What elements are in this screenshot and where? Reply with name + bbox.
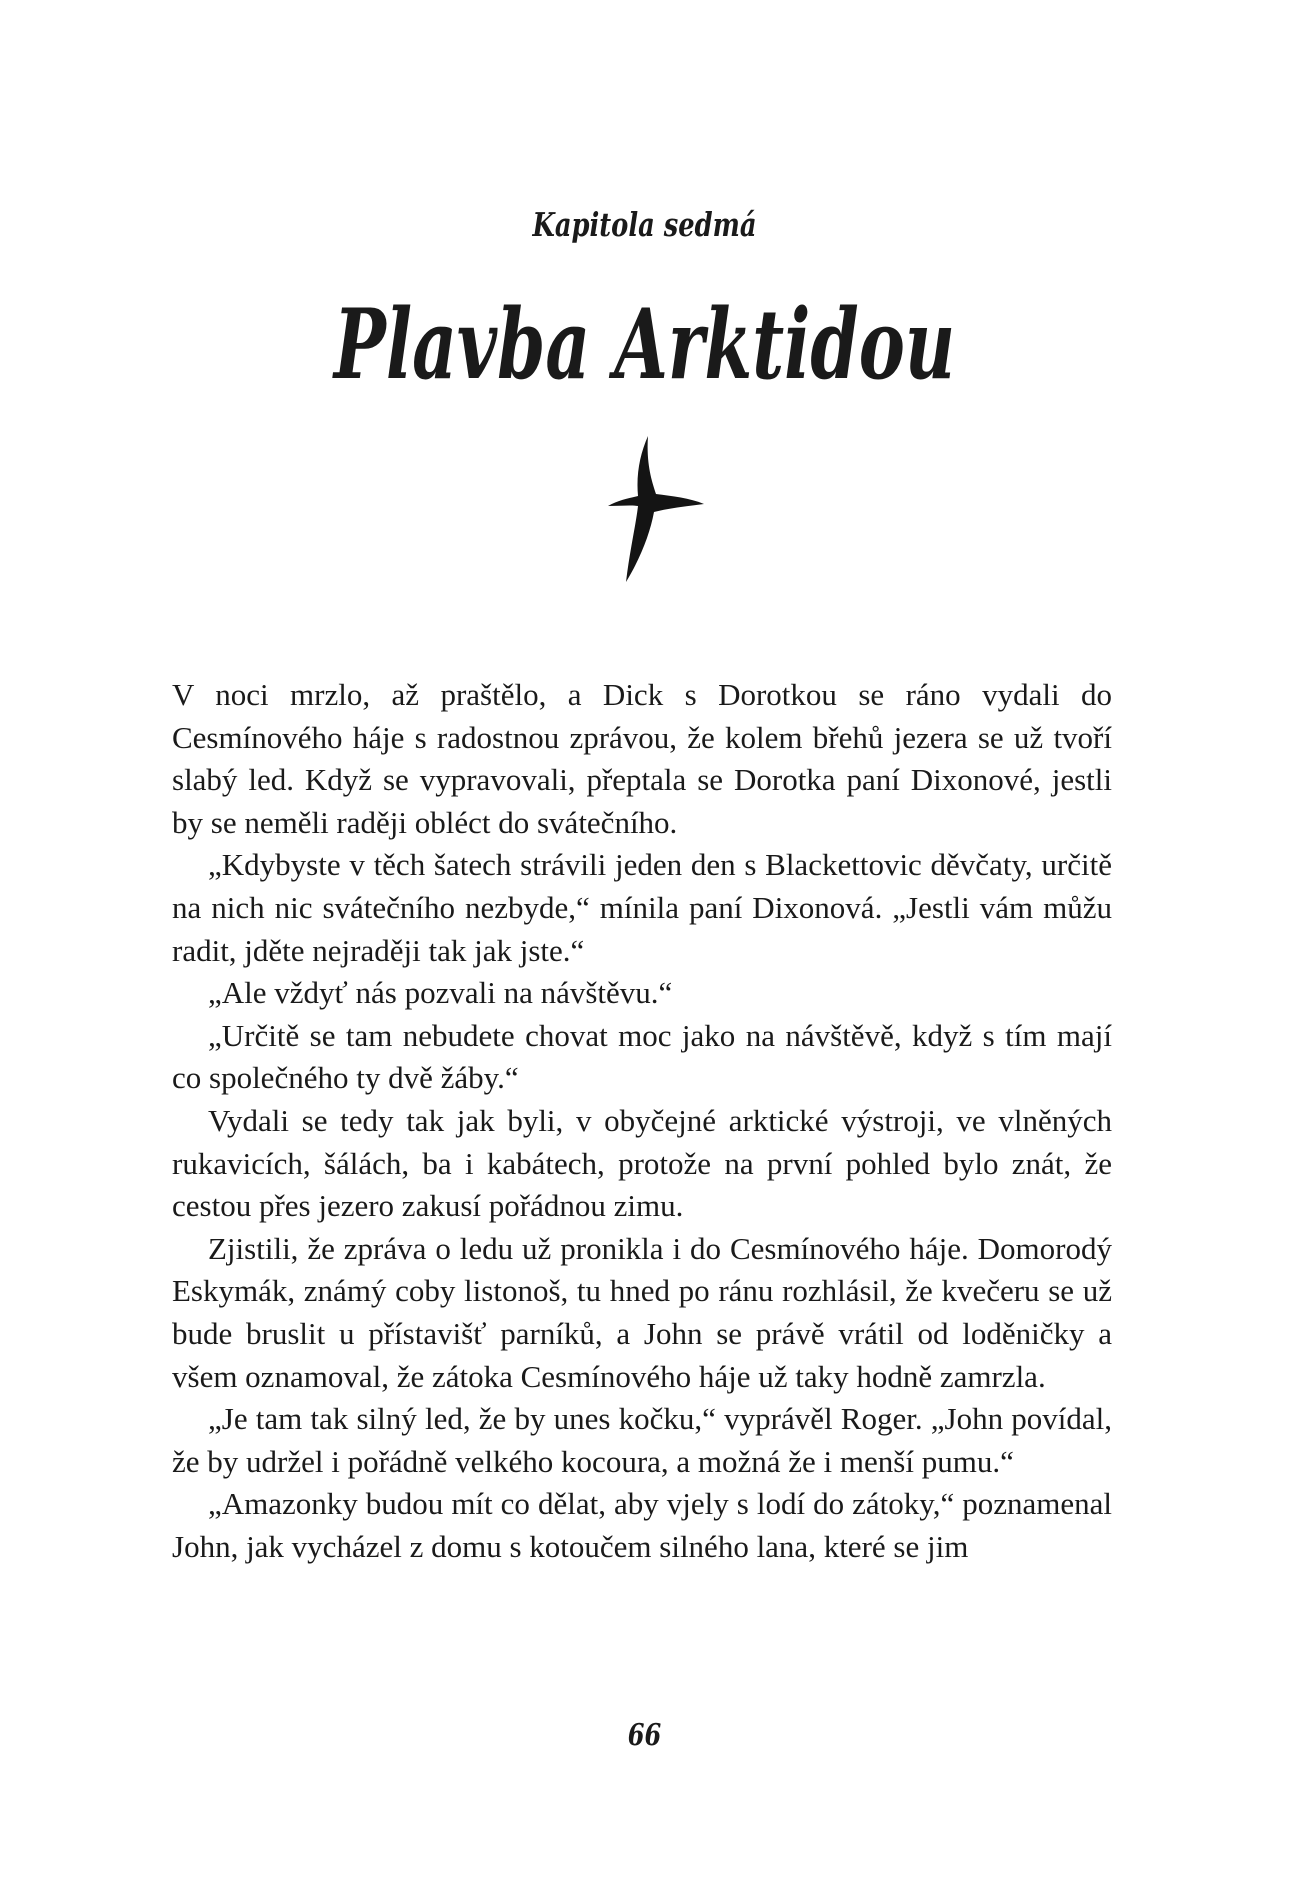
chapter-title: Plavba Arktidou bbox=[333, 288, 956, 401]
page-number: 66 bbox=[627, 1718, 662, 1753]
paragraph: „Kdybyste v těch šatech strávili jeden den s Blackettovic děvčaty, určitě na nich nic svátečního nezbyde,“ mínila paní Dixonová. „Jestli vám můžu radit, jděte nejraději tak jak jste.“ bbox=[172, 847, 1112, 968]
paragraph: „Je tam tak silný led, že by unes kočku,“ vyprávěl Roger. „John povídal, že by udržel i pořádně velkého kocoura, a možná že i menší pumu.“ bbox=[172, 1401, 1112, 1479]
paragraph: V noci mrzlo, až praštělo, a Dick s Dorotkou se ráno vydali do Cesmínového háje s radostnou zprávou, že kolem břehů jezera se už tvoří slabý led. Když se vypravovali, přeptala se Dorotka paní Dixonové, jestli by se neměli raději obléct do svátečního. bbox=[172, 677, 1112, 840]
paragraph: Vydali se tedy tak jak byli, v obyčejné arktické výstroji, ve vlněných rukavicích, šálách, ba i kabátech, protože na první pohled bylo znát, že cestou přes jezero zakusí pořádnou zimu. bbox=[172, 1102, 1112, 1224]
chapter-body bbox=[172, 674, 1112, 1568]
paragraph: „Amazonky budou mít co dělat, aby vjely s lodí do zátoky,“ poznamenal John, jak vycházel z domu s kotoučem silného lana, které se jim bbox=[172, 1486, 1112, 1564]
paragraph: Zjistili, že zpráva o ledu už pronikla i do Cesmínového háje. Domorodý Eskymák, známý coby listonoš, tu hned po ránu rozhlásil, že kvečeru se už bude bruslit u přístavišť parníků, a John se právě vrátil od loděničky a všem oznamoval, že zátoka Cesmínového háje už taky hodně zamrzla. bbox=[172, 1230, 1112, 1394]
chapter-label: Kapitola sedmá bbox=[532, 205, 757, 244]
paragraph: „Určitě se tam nebudete chovat moc jako na návštěvě, když s tím mají co společného ty dvě žáby.“ bbox=[172, 1017, 1112, 1096]
flying-bird-icon bbox=[600, 434, 710, 584]
paragraph: „Ale vždyť nás pozvali na návštěvu.“ bbox=[208, 975, 673, 1011]
